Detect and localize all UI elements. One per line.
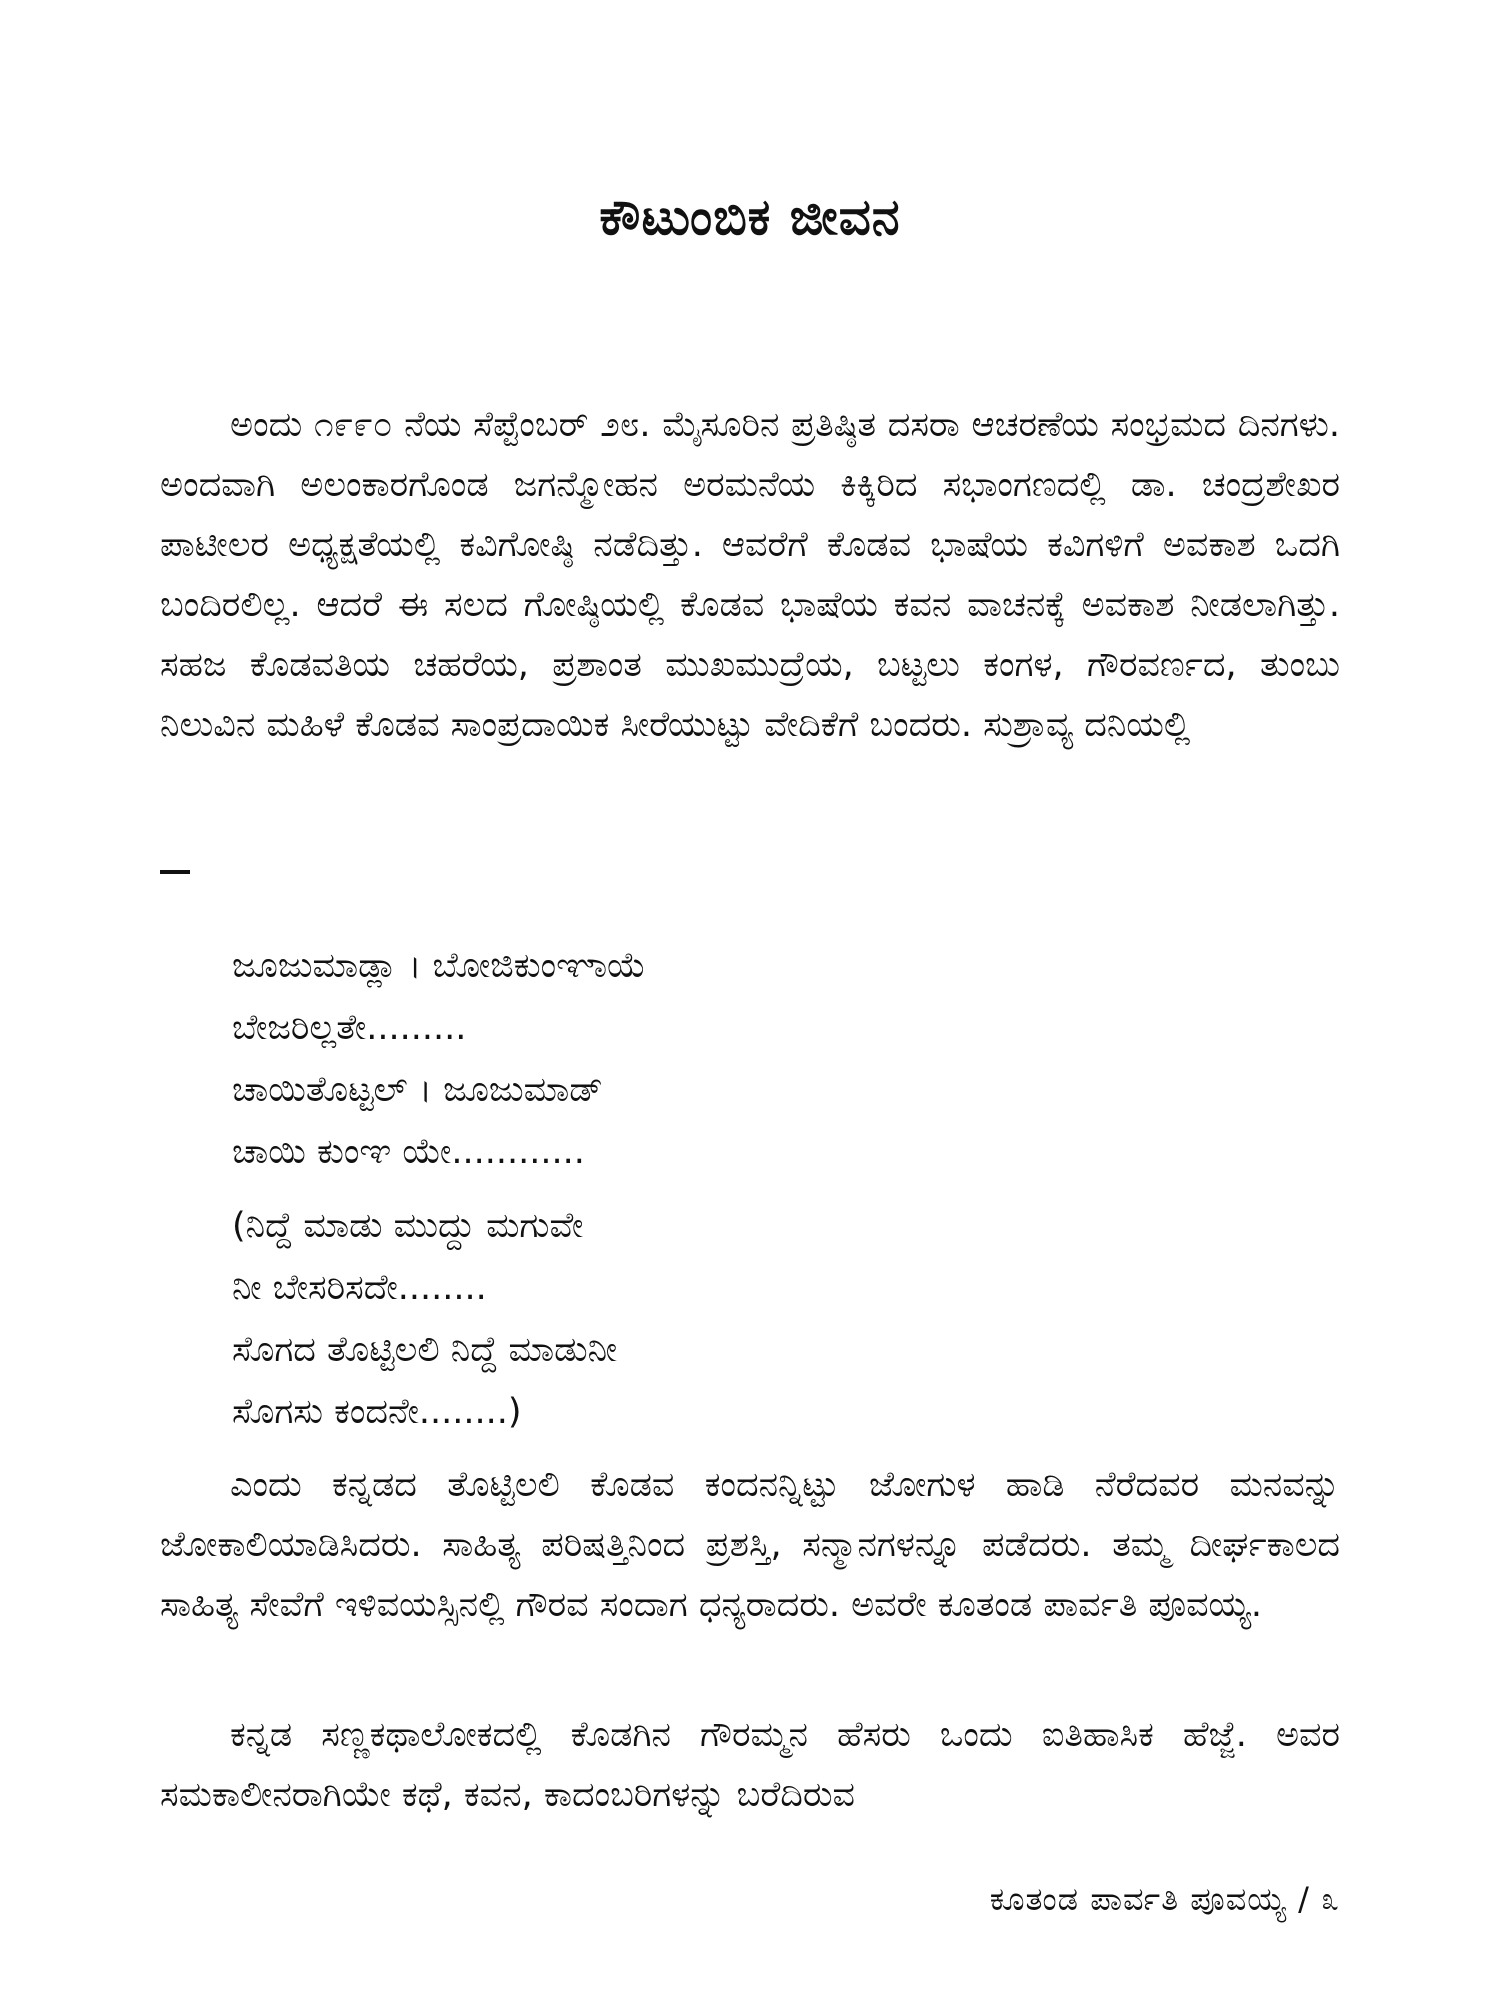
kannada-verse-translation [232, 1195, 617, 1443]
kodava-verse [232, 935, 646, 1183]
verse-line: ಚಾಯಿತೊಟ್ಟಲ್ । ಜೂಜುಮಾಡ್ [232, 1070, 603, 1110]
verse-line: ಜೂಜುಮಾಡ್ಲಾ । ಬೋಜಿಕುಂಞಾಯೆ [232, 946, 646, 986]
paragraph-recognition: ಎಂದು ಕನ್ನಡದ ತೊಟ್ಟಿಲಲಿ ಕೊಡವ ಕಂದನನ್ನಿಟ್ಟು ಜೋಗುಳ ಹಾಡಿ ನೆರೆದವರ ಮನವನ್ನು ಜೋಕಾಲಿಯಾಡಿಸಿದರು. ಸಾಹಿತ್ಯ ಪರಿಷತ್ತಿನಿಂದ ಪ್ರಶಸ್ತಿ, ಸನ್ಮಾನಗಳನ್ನೂ ಪಡೆದರು. ತಮ್ಮ ದೀರ್ಘಕಾಲದ ಸಾಹಿತ್ಯ ಸೇವೆಗೆ ಇಳಿವಯಸ್ಸಿನಲ್ಲಿ ಗೌರವ ಸಂದಾಗ ಧನ್ಯರಾದರು. ಅವರೇ ಕೂತಂಡ ಪಾರ್ವತಿ ಪೂವಯ್ಯ. [160, 1465, 1340, 1625]
verse-line: ಚಾಯಿ ಕುಂಞ ಯೇ............ [232, 1132, 585, 1172]
verse-line: ಸೊಗಸು ಕಂದನೇ........) [232, 1392, 522, 1432]
paragraph-continuation: ಕನ್ನಡ ಸಣ್ಣಕಥಾಲೋಕದಲ್ಲಿ ಕೊಡಗಿನ ಗೌರಮ್ಮನ ಹೆಸರು ಒಂದು ಐತಿಹಾಸಿಕ ಹೆಜ್ಜೆ. ಅವರ ಸಮಕಾಲೀನರಾಗಿಯೇ ಕಥೆ, ಕವನ, ಕಾದಂಬರಿಗಳನ್ನು ಬರೆದಿರುವ [160, 1715, 1340, 1815]
dash-mark [160, 870, 190, 874]
chapter-title: ಕೌಟುಂಬಿಕ ಜೀವನ [599, 188, 901, 246]
paragraph-intro: ಅಂದು ೧೯೯೦ ನೆಯ ಸೆಪ್ಟೆಂಬರ್ ೨೮. ಮೈಸೂರಿನ ಪ್ರತಿಷ್ಠಿತ ದಸರಾ ಆಚರಣೆಯ ಸಂಭ್ರಮದ ದಿನಗಳು. ಅಂದವಾಗಿ ಅಲಂಕಾರಗೊಂಡ ಜಗನ್ಮೋಹನ ಅರಮನೆಯ ಕಿಕ್ಕಿರಿದ ಸಭಾಂಗಣದಲ್ಲಿ ಡಾ. ಚಂದ್ರಶೇಖರ ಪಾಟೀಲರ ಅಧ್ಯಕ್ಷತೆಯಲ್ಲಿ ಕವಿಗೋಷ್ಠಿ ನಡೆದಿತ್ತು. ಆವರೆಗೆ ಕೊಡವ ಭಾಷೆಯ ಕವಿಗಳಿಗೆ ಅವಕಾಶ ಒದಗಿ ಬಂದಿರಲಿಲ್ಲ. ಆದರೆ ಈ ಸಲದ ಗೋಷ್ಠಿಯಲ್ಲಿ ಕೊಡವ ಭಾಷೆಯ ಕವನ ವಾಚನಕ್ಕೆ ಅವಕಾಶ ನೀಡಲಾಗಿತ್ತು. ಸಹಜ ಕೊಡವತಿಯ ಚಹರೆಯ, ಪ್ರಶಾಂತ ಮುಖಮುದ್ರೆಯ, ಬಟ್ಟಲು ಕಂಗಳ, ಗೌರವರ್ಣದ, ತುಂಬು ನಿಲುವಿನ ಮಹಿಳೆ ಕೊಡವ ಸಾಂಪ್ರದಾಯಿಕ ಸೀರೆಯುಟ್ಟು ವೇದಿಕೆಗೆ ಬಂದರು. ಸುಶ್ರಾವ್ಯ ದನಿಯಲ್ಲಿ [160, 405, 1340, 745]
page-footer: ಕೂತಂಡ ಪಾರ್ವತಿ ಪೂವಯ್ಯ / ೩ [989, 1880, 1340, 1918]
verse-line: ನೀ ಬೇಸರಿಸದೇ........ [232, 1268, 487, 1308]
verse-line: ಬೇಜರಿಲ್ಲತೇ......... [232, 1008, 467, 1048]
verse-line: ಸೊಗದ ತೊಟ್ಟಿಲಲಿ ನಿದ್ದೆ ಮಾಡುನೀ [232, 1330, 618, 1370]
verse-line: (ನಿದ್ದೆ ಮಾಡು ಮುದ್ದು ಮಗುವೇ [232, 1206, 584, 1246]
